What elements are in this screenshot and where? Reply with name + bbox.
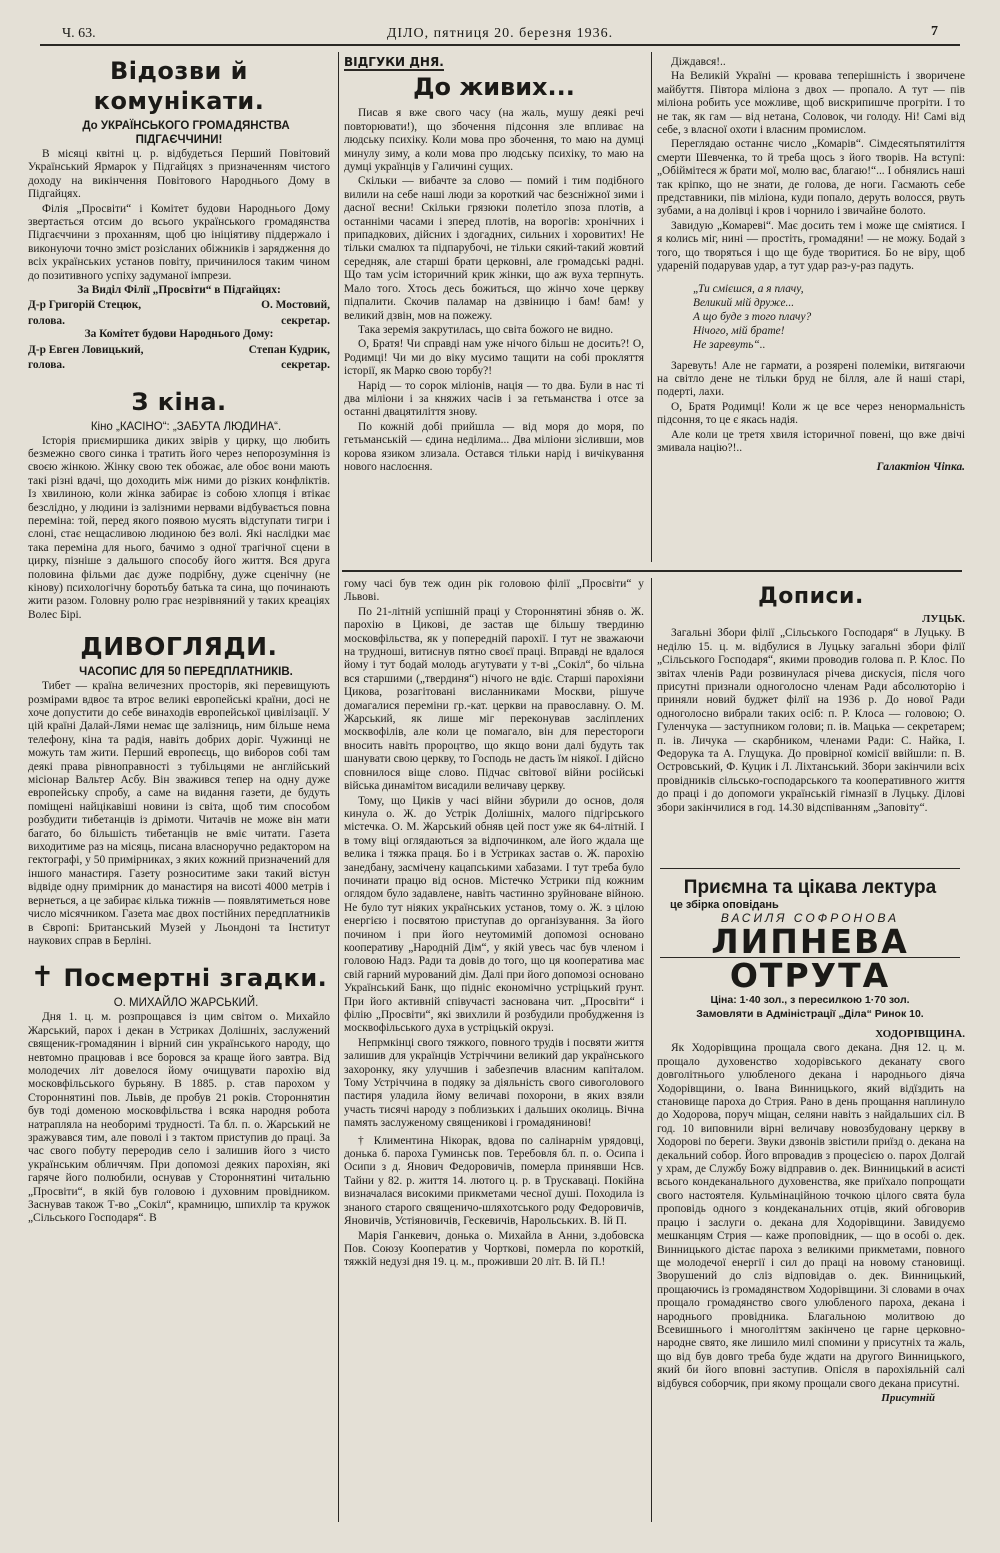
vidozvy-paragraph: В місяці квітні ц. р. відбудеться Перший Повітовий Український Ярмарок у Підгайцях з призначенням чистого доходу на викінчення Повітового Народнього Дому в Підгайцях. [28,148,330,201]
kino-title: З кіна. [131,387,227,416]
vidguky-paragraph: Переглядаю останнє число „Комарів“. Сімдесятьпятиліття смерти Шевченка, то й треба щось з його творів. На вступі: „Обіймітеся ж брати мої, молю вас, благаю!“... І обнялись наші так кріпко, що не знати, де голова, де ноги. Гасмають себе представники, пів міліона, куди попало, деруть волосся, рвуть зубами, а на долівці і кров і чорнило і звичайне болото. [657,138,965,218]
masthead [40,24,960,46]
vidguky-paragraph: Писав я вже свого часу (на жаль, мушу деякі речі повторювати!), що збочення підсоння зле впливає на людську психіку. Коли мова про збочення, то маю на думці минулу зиму, а коли мова про людську психіку, то маю на думці українців у Галичині сущих. [344,107,644,174]
article-author: Галактіон Чіпка. [876,461,965,474]
kino-subtitle: Кіно „КАСІНО“: „ЗАБУТА ЛЮДИНА“. [90,420,282,433]
book-advertisement [660,868,960,1020]
dyvohliady-title: ДИВОГЛЯДИ. [80,632,278,662]
signer-role: секретар. [281,314,330,327]
dyvohliady-text: Тибет — країна величезних просторів, які перевищують розмірами вдвоє та втроє великі европейські країни, досі не хоче допустити до себе винаходів европейської цивілізації. У цій країні Далай-Лями немає ще залізниць, ним більше нема телефону, кіна та радія, навіть добрих доріг. Чужинці не можуть там жити. Перший европеєць, що виборов собі там деякі права рівноправності з тубільцями не англійський місіонар Вальтер Асбу. Він зважився тепер на одну дуже европейську спробу, а саме на видання газети, де будуть поміщені найцікавіші новини із світа, щоб тим способом розбудити тибетанців із дрімоти. Читачів не може він мати багато, бо більшість тибетанців не вміє читати. Газета виходитиме раз на місяць, писана власноручно редактором на гектографі, у 50 примірниках, з яких кожний призначений для іншого манастиря. Газету розноситиме заки такий вістун відвіде одну примірник до манастиря на висоті 4000 метрів і вернеться, а це забирає кілька тижнів — появлятиметься нове число місячником. Газета має двох постійних передплатників в Європі: Британський Музей у Льондоні та Інститут наукових справ в Берліні. [28,680,330,947]
vidguky-paragraph: Нарід — то сорок міліонів, нація — то два. Були в нас ті два міліони і за княжих часів і за гетьманства і отсе за останні двацятиліття знову. [344,379,644,419]
vidguky-paragraph: О, Братя Родимці! Коли ж це все через ненормальність підсоння, то це є якась надія. [657,400,965,427]
left-column [28,56,330,1524]
ad-order: Замовляти в Адміністрації „Діла“ Ринок 10. [696,1008,924,1020]
ad-book-title: ЛИПНЕВА ОТРУТА [711,922,909,995]
vidguky-paragraph: По кожній добі прийшла — від моря до моря, по гетьманській — єдина неділима... Два міліони зісливши, мов корова язиком злизала. Остався тільки нарід і вичікування нового наслоєння. [344,420,644,473]
middle-lower-column [344,578,644,1524]
obituary-nikorak: † Климентина Нікорак, вдова по салінарнім урядовці, донька б. пароха Гуминськ пов. Теребовля бл. п. о. Осипа і Осипи з д. Янович Федоровичів, померла принявши Нсв. Тайни у 82. р. життя 14. лютого ц. р. в Трускаваці. Покійна визначалася високими прикметами чесної душі. Походила із знаного старого священичо-шляхотського роду Федоровичів, Яновичів, Устіяновичів, Гескевичів, Нарольських. В. Ій П. [344,1134,644,1228]
signature-row [28,299,330,312]
vidguky-paragraph: Скільки — вибачте за слово — помий і тим подібного вилили на себе наші люди за короткий час безсніжної зими і дасної весни! Скільки грязюки полетіло зпоза плотів, а останніми часами і зперед плотів, на ворогів: хронічних і припадкових, дійсних і здогадних, сильних і хоровитих! Не тільки смалюх та підпарубочі, не тільки сякий-такий жовтий середняк, але старші брати церковні, але громадські радні. Що там усім історичний крик жінки, що аж вуха терпнуть. Мало того. Хтось десь божиться, що жінчо хоче церкву підпалити. Скочив паламар на дзвіницю і бам! бам! у великий дзвін, мов на пожежу. [344,175,644,322]
column-rule [651,578,652,1522]
obituary-paragraph: По 21-літній успішній праці у Стороннятині збняв о. Ж. парохію в Цикові, де застав ще більшу твердиню московфільства, як у попередній парохії. І тут не зважаючи на трудноші, витиснув пятно своєї праці. Вправді не вдалося йому і тут бодай молодь агутувати у т-ві „Сокіл“, бо чільна вся старшими („твердиня“) нічого не вдіє. Старші парохіяни Цикова, розагітовані висланниками Москви, рішуче домагалися переміни гр.-кат. церкви на православну. О. М. Жарський, як лише міг переконував засліплених москвофілів, але коли це помагало, він для перестороги вносить навіть пророцтво, що якщо вони далі будуть так шанувати свою церкву, то Господь не дасть їм ніякої. І дійсно сповнилося віще слово. Підчас світової війни російські війська динамітом висадили величаву церкву. [344,605,644,793]
dopysy-signature: Присутній [881,1391,935,1404]
ad-line: це збірка оповідань [670,899,779,911]
vidguky-paragraph: Завидую „Комареві“. Має досить тем і може ще сміятися. І я колись міг, нині — простіть, громадяни! — не можу. Бодай з того, що творяться і що ще буде творитися. Бо не віру, щоб удареній подарував удар, а тут удар раз-у-раз падуть. [657,219,965,273]
signer-name: Д-р Григорій Стецюк, [28,299,142,312]
dopysy-place: ХОДОРІВЩИНА. [875,1028,965,1040]
obituary-paragraph: гому часі був теж один рік головою філії „Просвіти“ у Львові. [344,578,644,604]
poem-line: Не заревуть“.. [693,338,766,351]
vidozvy-subtitle: До УКРАЇНСЬКОГО ГРОМАДЯНСТВА ПІДГАЄЧЧИНИ! [82,120,290,146]
signer-name: Д-р Евген Ловицький, [28,343,144,356]
issue-number: Ч. 63. [62,26,96,41]
dyvohliady-subtitle: ЧАСОПИС ДЛЯ 50 ПЕРЕДПЛАТНИКІВ. [79,666,293,679]
cross-icon: ✝ [30,960,55,994]
signer-role: голова. [28,359,65,372]
column-rule [651,52,652,562]
poem-quote [693,282,965,352]
section-rule [342,570,962,572]
ad-headline: Приємна та цікава лектура [683,877,937,898]
dopysy-title: Дописи. [758,584,864,609]
vidguky-title: До живих... [413,73,575,102]
signer-role: голова. [28,314,65,327]
signature-heading: За Комітет будови Народнього Дому: [84,328,274,341]
signer-name: О. Мостовий, [261,299,330,312]
dopysy-place: ЛУЦЬК. [922,613,965,625]
signature-roles [28,359,330,372]
vidguky-continuation [657,56,965,562]
posmertni-name: О. МИХАЙЛО ЖАРСЬКИЙ. [113,997,259,1010]
vidguky-paragraph: Така зеремія закрутилась, що світа божого не видно. [358,323,614,336]
masthead-title: ДІЛО, пятниця 20. березня 1936. [386,26,614,41]
signature-row [28,344,330,357]
posmertni-text: Дня 1. ц. м. розпрощався із цим світом о. Михайло Жарський, парох і декан в Устриках Долішніх, заслужений священик-громадянин і вірний син українського народу, що невтомно працював і все боровся за краще його завтра. Від молодечих літ довелося йому очищувати парохію від московфільського бурьяну. В 1885. р. став парохом у Стороннятині пов. Львів, де пробув 21 років. Стороннятин був тоді доменою московфільства і всяка народня робота натрапляла на необоримі трудності. Та бл. п. о. Жарський не зражувався тим, але поволі і з тактом приступив до праці. За час свого побуту переродив село і залишив його з чисто українським обличчям. При допомозі деяких парохіян, які гаряче його полюбили, оснував у Стороннятині читальню „Просвіти“, в якій був головою і духовним провідником. Заснував також Т-во „Сокіл“, крамницю, шпихлір та кружок „Сільського Господаря“. В [28,1011,330,1225]
obituary-paragraph: Непрмкінці свого тяжкого, повного трудів і посвяти життя залишив для українців Устріччини великий дар українського захоронку, яку улучшив і забезпечив власним капіталом. Тому Устріччина в подяку за діяльність свого сивоголового пастиря уладила йому величаві похорони, в яких взяли участь тисячі народу з поблизьких і дальших околиць. Вічна память заслуженому священикові і громадянинові! [344,1036,644,1130]
obituary-paragraph: Тому, що Циків у часі війни збурили до основ, доля кинула о. Ж. до Устрік Долішніх, малого підгірського містечка. О. М. Жарський обняв цей пост уже як 64-літній. І в тому віці оглядаються за відпочинком, але його ждала ще велика і тяжка праця. Бо і в Устриках застав о. Ж. парохію занедбану, засмічену кацапськими хабазами. І тут треба було починати працю від основ. Містечко Устрики під кожним оглядом було задавлене, навіть частинно зруйноване війною. Не було тут ніяких українських установ, тому о. Ж. з цілою енергією і посвятою приступав до організування. За його почином і при його неутомимій допомозі основано кооперативу „Народній Дім“, у якій увесь час був членом і головою Надз. Ради та довів до того, що ця кооператива має свій гарний мурований дім. Далі при його допомозі основано Український Банк, що підніс економічно устріцький ґрунт. При його активній співучасті заснована чит. „Просвіти“ і філію „Просвіти“, які звихлили й розбудили пробудження із москвофільського духа в устріцькій окрузі. [344,794,644,1035]
poem-line: Нічого, мій брате! [693,324,785,337]
posmertni-heading [28,962,330,993]
obituary-hankevych: Марія Ганкевич, донька о. Михайла в Анни, з.добовска Пов. Союзу Кооператив у Чорткові, померла по короткій, тяжкій недузі дня 19. ц. м., проживши 20 літ. В. Ій П.! [344,1229,644,1269]
vidguky-paragraph: Діждався!.. [671,56,726,68]
dopysy-text: Загальні Збори філії „Сільського Господаря“ в Луцьку. В неділю 15. ц. м. відбулися в Луцьку загальні збори філії „Сільського Господаря“, якими проводив голова п. Р. Клос. По звітах членів Ради розвинулася річева дискусія, після чого присутні признали одноголосно членам Ради абсолюторію і приняли новий буджет філії на 1936 р. До нової Ради одноголосно вибрали таких осіб: п. Р. Клоса — головою; О. Гуленчука — заступником голови; п. ів. Мацька — секретарем; п. ів. Личука — скарбником, членами Ради: С. Найка, І. Федорука та А. Глущука. До провірної комісії ввійшли: п. В. Островський, Ф. Куцик і Л. Ліхтанський. Збори закінчили всіх провідників сільсько-господарського та кооперативного життя до праці і до допомоги українській гімназії в Луцьку. Ділові збори закінчилися в год. 14.30 відспіванням „Заповіту“. [657,627,965,814]
kino-text: Історія приємиршика диких звірів у цирку, що любить безмежно свого синка і тратить його через непорозуміння із своєю жінкою. Жінку свою тек обожає, але обоє вони мають такі різні вдачі, що доходить між ними до різких конфліктів. Із хвилиною, коли жінка забирає із собою хлопця і втікає безслідно, у людини із залізними нервами відбувається повна переміна: той, перед якого появою мусять відступати тигри і слоні, стає нещасливою людиною без волі. Які наслідки має така переміна для нього, бачимо з одної трагічної сцени в цирку, пізніше з дальшого способу його життя. Вся друга половина фільми дає дуже подрібну, дуже сценічну (не кінову) психологічну боротьбу батька та сина, що починають жити разом. Головну ролю грає незрівняний у таких креаціях Волес Бірі. [28,434,330,621]
vidguky-paragraph: О, Братя! Чи справді нам уже нічого більш не досить?! О, Родимці! Чи ми до віку мусимо тащити на собі прокляття історії, як Марко свою торбу?! [344,338,644,378]
dopysy-column [657,584,965,864]
vidguky-column [344,56,644,566]
vidguky-paragraph: На Великій Україні — кровава теперішність і зворичене майбуття. Півтора міліона з двох — пропало. А тут — пів міліона робить усе можливе, щоб вискрипишче прогріти. І то не так, як гам — від нетана, Соловок, чи голоду. Ні! Самі від себе, з власної охоти і власним промислом. [657,70,965,137]
column-rule [338,52,339,1522]
poem-line: Великий мій друже... [693,296,795,309]
vidozvy-title: Відозви й комунікати. [93,57,265,115]
signer-name: Степан Кудрик, [248,343,330,356]
vidguky-paragraph: Але коли це третя хвиля історичної повені, що вже двічі змивала націю?!.. [657,428,965,454]
vidguky-paragraph: Заревуть! Але не гармати, а розярені полеміки, витягаючи на світло дене не тільки бруд не білля, але й наші старі, подерті, лахи. [657,359,965,399]
page-number: 7 [931,24,938,39]
signature-roles [28,315,330,328]
poem-line: „Ти смієшся, а я плачу, [693,282,804,295]
dopysy-column-2 [657,1028,965,1524]
signer-role: секретар. [281,359,330,372]
poem-line: А що буде з того плачу? [693,310,812,323]
posmertni-title: Посмертні згадки. [63,964,328,993]
dopysy-text: Як Ходорівщина прощала свого декана. Дня 12. ц. м. прощало духовенство ходорівського деканату свого довголітнього улюбленого декана і народнього діяча Ходорівщини, о. Івана Винницького, який відїздить на становище пароха до Стрия. Рано в день прощання наплинуло до Ходорова, поруч міщан, селяни навіть з найдальших сіл. В год. 10 виповнили вірні величаву новозбудовану церкву в Ходорові по береги. Звуки дзвонів звістили приїзд о. декана на декальний собор. Його впровадив з процесією о. парох Долгай у храм, де Службу Божу відправив о. дек. Винницький в асисті всього кондеканального духовенства, яке приїхало попрощати свого настоятеля. Кульмінаційною точкою цілого свята була проповідь одного з кондеканальних отців, який обговорив працю і заслуги о. декана для Ходорівщини. Завидуємо мешканцям Стрия — каже проповідник, — що в особі о. дек. Винницького дістає пароха з великими прикметами, повного ще молодечої енергії і сил до праці на новому становищі. Зворушений до сліз відповідав о. дек. Винницький, прощаючись із громадянством Ходорівщини. Зі словами в очах прощало громадянство свого улюбленого пароха, декана і народнього провідника. Благальною молитвою до Всевишнього і многоліттям закінчено це гарне церковно-народне свято, яке лишило милі спомини у присутніх та жаль, що від був довго треба буде ждати на другого Винницького, який би його вповні заступив. Опісля в парохіяльній салі відбувся соборчик, при якому прощали свого декана присутні. [657,1042,965,1390]
vidozvy-paragraph: Філія „Просвіти“ і Комітет будови Народнього Дому звертається отсим до всього українського громадянства Підгаєччини з проханням, щоб цю ініціятиву піддержало і виконуючи точно зміст розісланих обіжників і зарядження до всіх українських установ повіту, причинилося таким чином до позитивного успіху задуманої імпрези. [28,202,330,282]
section-tag: ВІДГУКИ ДНЯ. [344,56,444,71]
ad-author: ВАСИЛЯ СОФРОНОВА [720,911,900,925]
ad-price: Ціна: 1·40 зол., з пересилкою 1·70 зол. [710,994,910,1006]
signature-heading: За Виділ Філії „Просвіти“ в Підгайцях: [77,284,281,297]
